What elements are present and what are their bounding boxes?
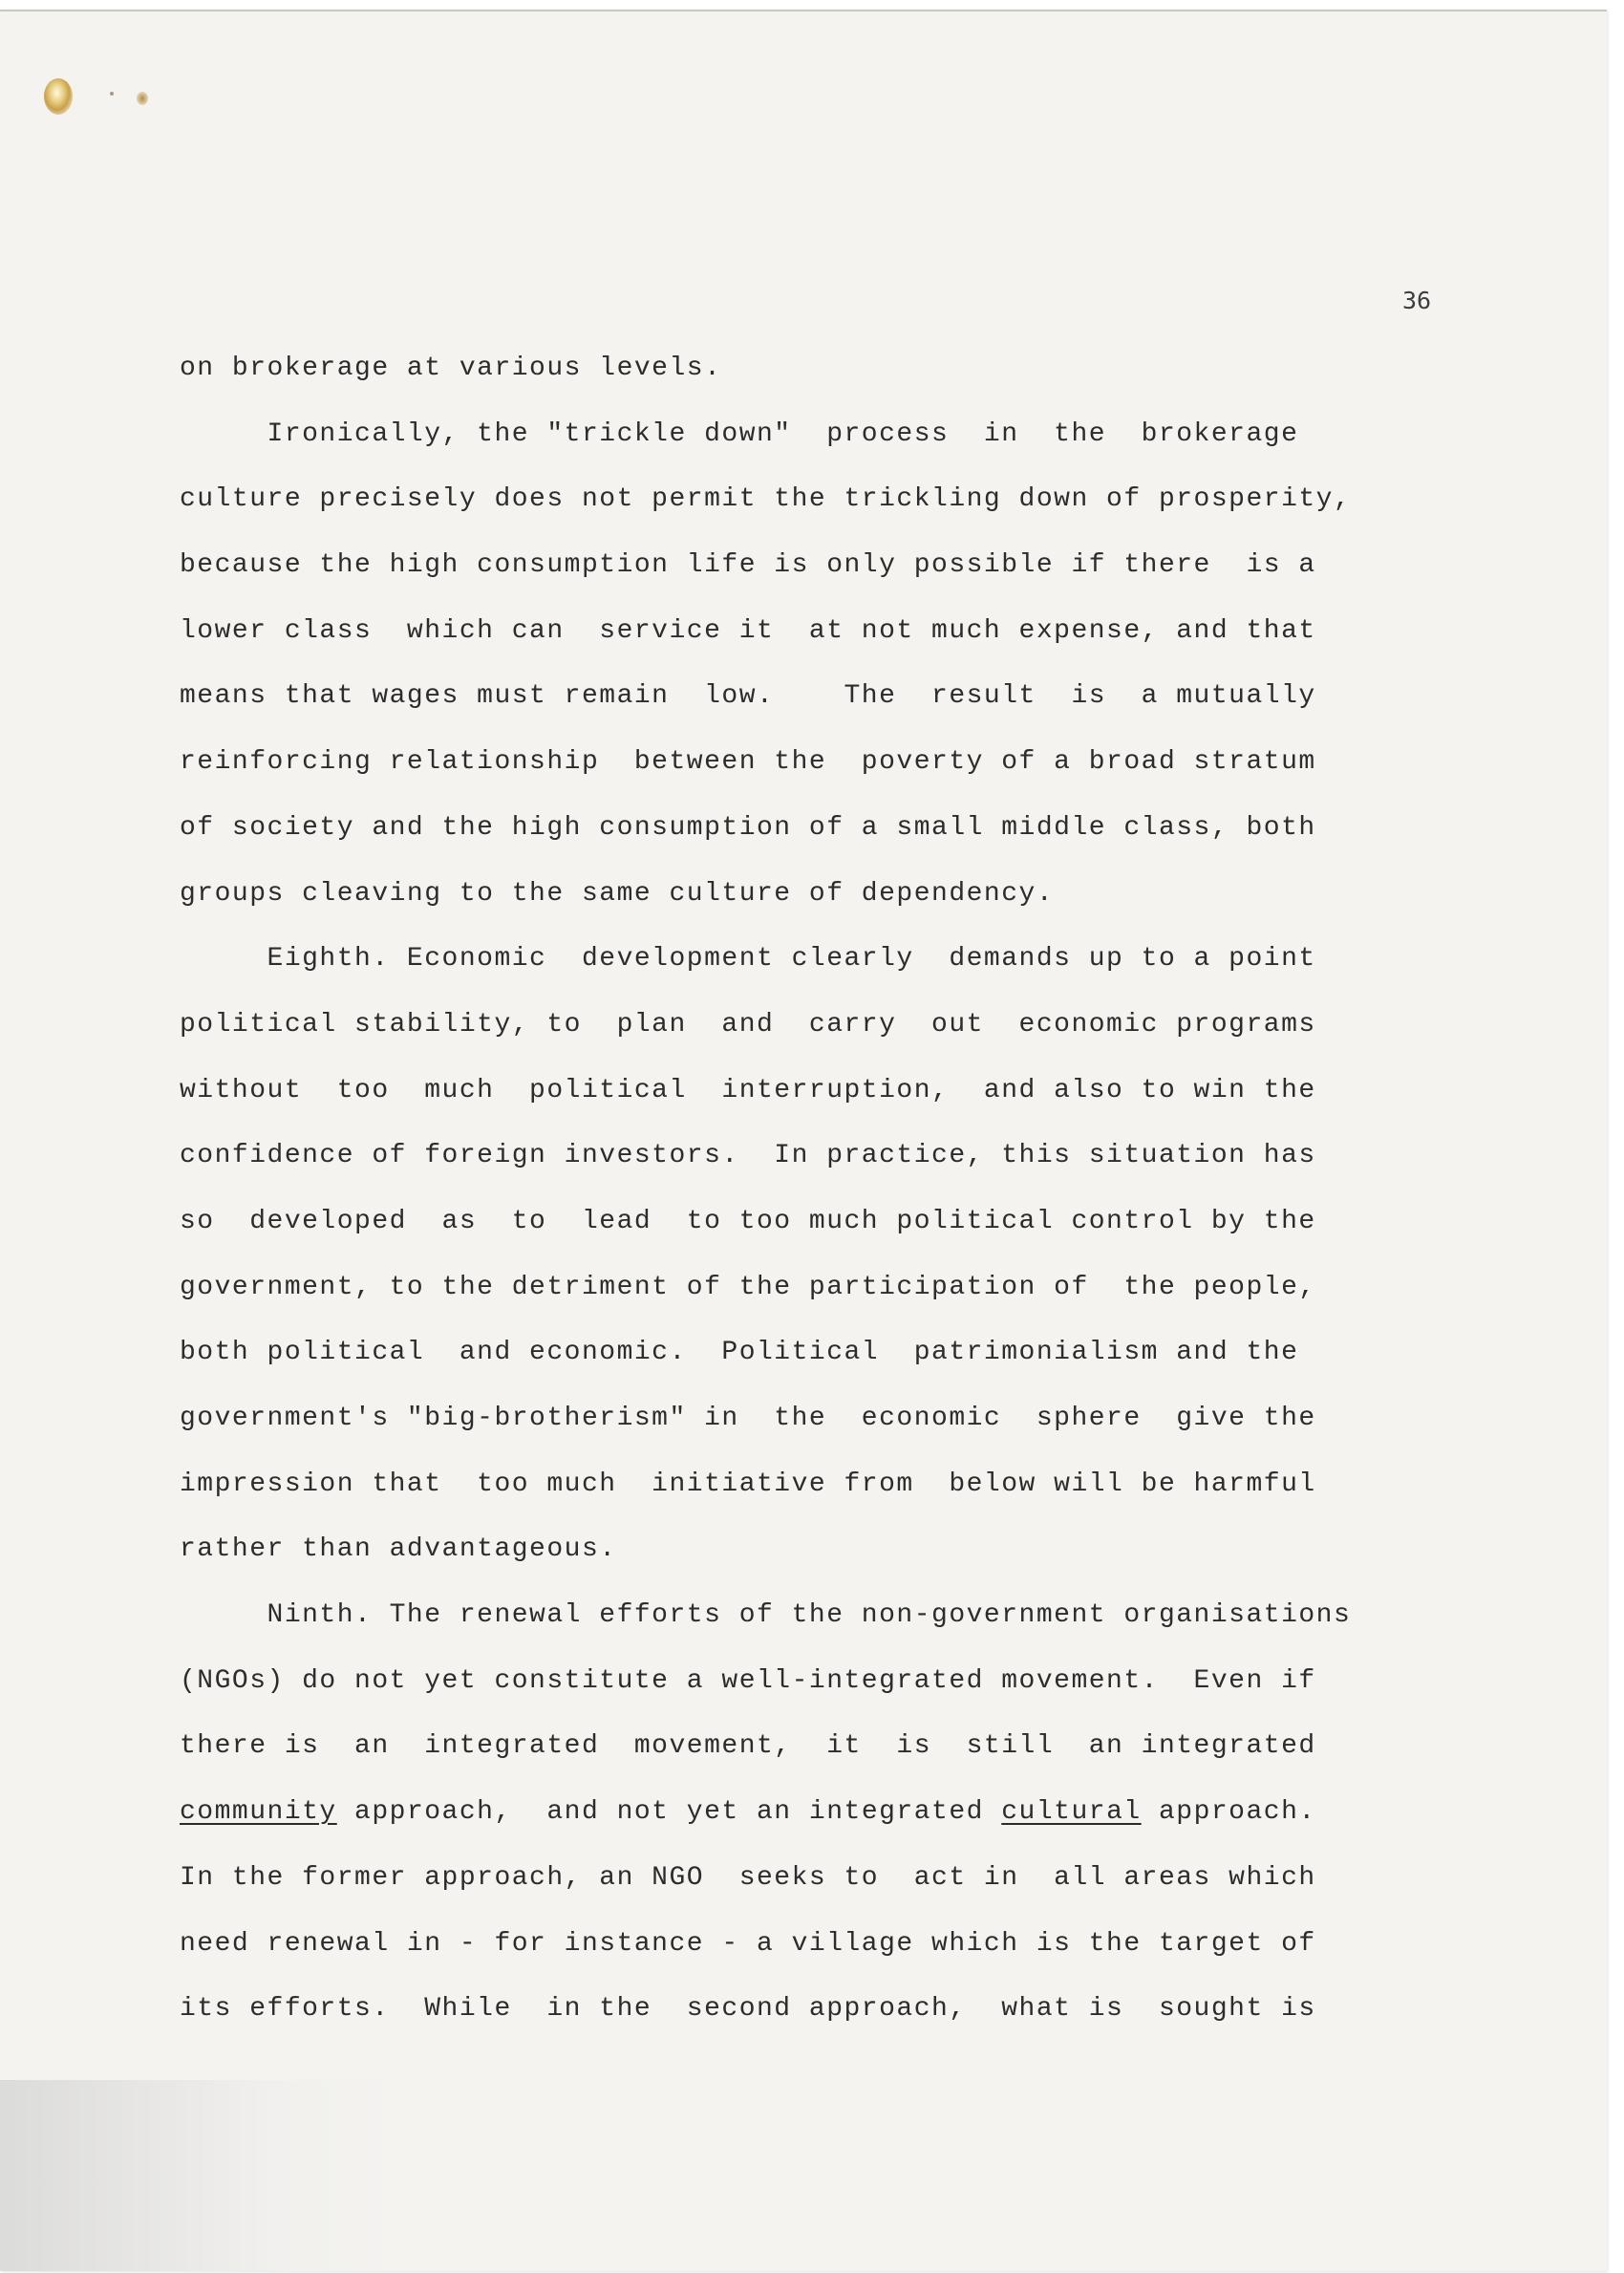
text-line: of society and the high consumption of a small middle class, both xyxy=(180,812,1316,843)
text-line xyxy=(180,1793,1450,1859)
underlined-term-community: community xyxy=(180,1797,337,1828)
text-segment: approach. xyxy=(1141,1797,1316,1828)
page-number: 36 xyxy=(1402,287,1432,314)
text-line: Eighth. Economic development clearly demands up to a point xyxy=(180,944,1316,975)
text-line: government's "big-brotherism" in the economic sphere give the xyxy=(180,1404,1316,1433)
text-line: both political and economic. Political patrimonialism and the xyxy=(180,1338,1299,1368)
text-line: there is an integrated movement, it is still an integrated xyxy=(180,1731,1316,1762)
paper-speck xyxy=(110,92,114,96)
text-segment: approach, and not yet an integrated xyxy=(336,1797,1002,1828)
text-line: political stability, to plan and carry out economic programs xyxy=(180,1009,1316,1040)
text-line: (NGOs) do not yet constitute a well-integrated movement. Even if xyxy=(180,1665,1316,1696)
paper-stain-small xyxy=(137,92,148,105)
text-line: groups cleaving to the same culture of dependency. xyxy=(180,878,1055,909)
text-line: rather than advantageous. xyxy=(180,1534,617,1565)
text-line: Ironically, the "trickle down" process in the brokerage xyxy=(180,418,1299,449)
text-line: culture precisely does not permit the trickling down of prosperity, xyxy=(180,484,1352,515)
text-line: impression that too much initiative from below will be harmful xyxy=(180,1469,1316,1499)
text-line: need renewal in - for instance - a village which is the target of xyxy=(180,1928,1316,1959)
text-line: In the former approach, an NGO seeks to act in all areas which xyxy=(180,1862,1316,1893)
text-line: on brokerage at various levels. xyxy=(180,354,722,383)
text-line: because the high consumption life is only possible if there is a xyxy=(180,550,1316,581)
text-line: means that wages must remain low. The result is a mutually xyxy=(180,681,1316,712)
body-text xyxy=(180,350,1450,2056)
text-line: its efforts. While in the second approach, what is sought is xyxy=(180,1994,1316,2025)
paper-stain xyxy=(44,78,73,115)
text-line: so developed as to lead to too much political control by the xyxy=(180,1206,1316,1236)
scan-shadow xyxy=(0,2080,401,2271)
text-line: confidence of foreign investors. In practice, this situation has xyxy=(180,1141,1316,1171)
text-line: lower class which can service it at not much expense, and that xyxy=(180,615,1316,646)
underlined-term-cultural: cultural xyxy=(1001,1797,1142,1828)
text-line: government, to the detriment of the participation of the people, xyxy=(180,1272,1316,1302)
text-line: without too much political interruption, and also to win the xyxy=(180,1075,1316,1105)
text-line: Ninth. The renewal efforts of the non-government organisations xyxy=(180,1600,1352,1631)
text-line: reinforcing relationship between the poverty of a broad stratum xyxy=(180,747,1316,778)
